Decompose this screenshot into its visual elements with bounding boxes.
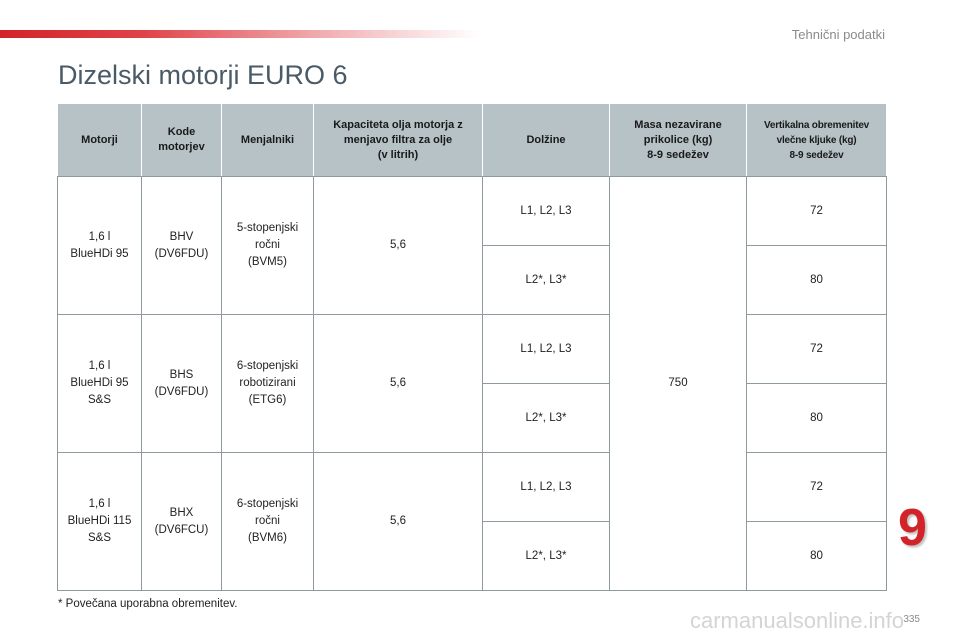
- engine-code-cell: BHV (DV6FDU): [142, 177, 222, 315]
- column-header-towbar-load: Vertikalna obremenitev vlečne kljuke (kg) 8-9 sedežev: [747, 104, 887, 177]
- length-cell: L1, L2, L3: [483, 177, 610, 246]
- section-label: Tehnični podatki: [791, 27, 885, 42]
- column-header-code: Kode motorjev: [142, 104, 222, 177]
- towbar-load-cell: 80: [747, 384, 887, 453]
- engine-code-cell: BHS (DV6FDU): [142, 315, 222, 453]
- length-cell: L1, L2, L3: [483, 315, 610, 384]
- column-header-trailer-mass: Masa nezavirane prikolice (kg) 8-9 sedežev: [610, 104, 747, 177]
- engine-cell: 1,6 l BlueHDi 95 S&S: [58, 315, 142, 453]
- page-number: 335: [903, 614, 920, 625]
- towbar-load-cell: 72: [747, 177, 887, 246]
- engine-code-cell: BHX (DV6FCU): [142, 453, 222, 591]
- towbar-load-cell: 72: [747, 315, 887, 384]
- towbar-load-cell: 80: [747, 246, 887, 315]
- column-header-lengths: Dolžine: [483, 104, 610, 177]
- length-cell: L2*, L3*: [483, 522, 610, 591]
- header-accent-bar: [0, 30, 480, 38]
- page-title: Dizelski motorji EURO 6: [58, 60, 348, 90]
- engine-cell: 1,6 l BlueHDi 115 S&S: [58, 453, 142, 591]
- engine-cell: 1,6 l BlueHDi 95: [58, 177, 142, 315]
- length-cell: L2*, L3*: [483, 384, 610, 453]
- length-cell: L2*, L3*: [483, 246, 610, 315]
- trailer-mass-cell: 750: [610, 177, 747, 591]
- gearbox-cell: 6-stopenjski ročni (BVM6): [222, 453, 314, 591]
- oil-capacity-cell: 5,6: [314, 453, 483, 591]
- chapter-number: 9: [898, 499, 927, 557]
- footnote: * Povečana uporabna obremenitev.: [58, 598, 238, 610]
- column-header-gearbox: Menjalniki: [222, 104, 314, 177]
- gearbox-cell: 5-stopenjski ročni (BVM5): [222, 177, 314, 315]
- table-header-row: [58, 104, 887, 177]
- column-header-oil-capacity: Kapaciteta olja motorja z menjavo filtra za olje (v litrih): [314, 104, 483, 177]
- table-row: [58, 315, 887, 384]
- engine-spec-table: [57, 103, 887, 591]
- table-row: [58, 177, 887, 246]
- towbar-load-cell: 72: [747, 453, 887, 522]
- towbar-load-cell: 80: [747, 522, 887, 591]
- column-header-engine: Motorji: [58, 104, 142, 177]
- gearbox-cell: 6-stopenjski robotizirani (ETG6): [222, 315, 314, 453]
- watermark: carmanualsonline.info: [690, 608, 905, 633]
- table-row: [58, 453, 887, 522]
- oil-capacity-cell: 5,6: [314, 315, 483, 453]
- oil-capacity-cell: 5,6: [314, 177, 483, 315]
- length-cell: L1, L2, L3: [483, 453, 610, 522]
